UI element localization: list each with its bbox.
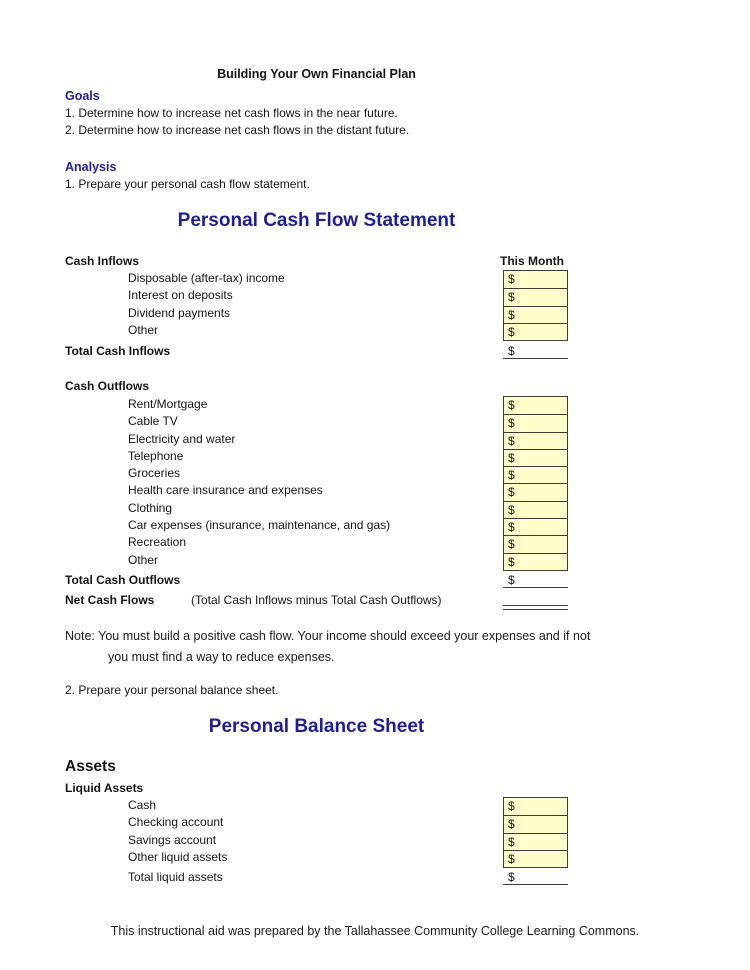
amount-input[interactable]: $: [504, 432, 567, 449]
document-title: Building Your Own Financial Plan: [217, 67, 416, 81]
total-cash-outflows-field[interactable]: $: [503, 572, 568, 588]
outflow-label: Groceries: [128, 466, 181, 481]
assets-heading: Assets: [65, 758, 116, 775]
analysis-step-1: 1. Prepare your personal cash flow statement.: [65, 177, 310, 191]
total-cash-inflows-label: Total Cash Inflows: [65, 344, 171, 358]
amount-input[interactable]: $: [504, 449, 567, 466]
cash-outflows-labels: [0, 396, 750, 569]
amount-input[interactable]: $: [504, 850, 567, 867]
cash-flow-statement-title: Personal Cash Flow Statement: [177, 210, 456, 231]
net-cash-flows-formula-note: (Total Cash Inflows minus Total Cash Outflows): [191, 593, 442, 607]
amount-input[interactable]: $: [504, 288, 567, 305]
amount-input[interactable]: $: [504, 815, 567, 832]
amount-input[interactable]: $: [504, 414, 567, 431]
cash-outflows-table: [0, 396, 750, 569]
outflow-label: Cable TV: [128, 414, 178, 429]
amount-input[interactable]: $: [508, 398, 515, 412]
outflow-label: Car expenses (insurance, maintenance, and gas): [128, 518, 391, 533]
liquid-assets-labels: [0, 797, 750, 866]
amount-input[interactable]: $: [504, 535, 567, 552]
total-cash-inflows-field[interactable]: $: [503, 343, 568, 359]
note-line-2: you must find a way to reduce expenses.: [108, 650, 335, 664]
cash-outflows-heading: Cash Outflows: [65, 379, 150, 393]
liquid-assets-table: [0, 797, 750, 866]
inflow-label: Other: [128, 322, 159, 337]
cash-outflows-input-column: [503, 396, 568, 571]
amount-input[interactable]: $: [504, 833, 567, 850]
liquid-asset-label: Checking account: [128, 815, 224, 830]
outflow-label: Recreation: [128, 535, 187, 550]
note-line-1: Note: You must build a positive cash flow. Your income should exceed your expenses and if not: [65, 629, 591, 643]
balance-sheet-title: Personal Balance Sheet: [208, 716, 425, 737]
cash-inflows-labels: [0, 270, 750, 339]
footer-attribution: This instructional aid was prepared by the Tallahassee Community College Learning Commons.: [110, 924, 640, 938]
net-cash-flows-row: [0, 592, 750, 609]
goal-item-1: 1. Determine how to increase net cash flows in the near future.: [65, 106, 398, 120]
analysis-heading: Analysis: [65, 160, 117, 174]
total-cash-inflows-row: [0, 343, 750, 360]
total-liquid-assets-field[interactable]: $: [503, 869, 568, 885]
liquid-assets-input-column: [503, 797, 568, 868]
amount-input[interactable]: $: [504, 466, 567, 483]
net-cash-flows-field[interactable]: [503, 605, 568, 610]
inflow-label: Dividend payments: [128, 305, 231, 320]
amount-input[interactable]: $: [504, 553, 567, 570]
outflow-label: Clothing: [128, 500, 173, 515]
outflow-label: Telephone: [128, 448, 184, 463]
inflow-label: Interest on deposits: [128, 288, 233, 303]
cash-inflows-table: [0, 270, 750, 339]
total-liquid-assets-label: Total liquid assets: [128, 870, 223, 884]
cash-inflows-input-column: [503, 270, 568, 341]
amount-input[interactable]: $: [504, 518, 567, 535]
goal-item-2: 2. Determine how to increase net cash flows in the distant future.: [65, 123, 410, 137]
total-cash-outflows-row: [0, 572, 750, 589]
liquid-asset-label: Savings account: [128, 832, 217, 847]
goals-heading: Goals: [65, 89, 100, 103]
amount-input[interactable]: $: [504, 306, 567, 323]
total-cash-outflows-label: Total Cash Outflows: [65, 573, 181, 587]
total-liquid-assets-row: [0, 869, 750, 886]
liquid-assets-heading: Liquid Assets: [65, 781, 144, 795]
amount-input[interactable]: $: [508, 272, 515, 286]
liquid-asset-label: Other liquid assets: [128, 849, 228, 864]
this-month-column-header: This Month: [500, 254, 564, 268]
amount-input[interactable]: $: [504, 501, 567, 518]
outflow-label: Rent/Mortgage: [128, 397, 208, 411]
analysis-step-2: 2. Prepare your personal balance sheet.: [65, 683, 279, 697]
inflow-label: Disposable (after-tax) income: [128, 271, 285, 285]
outflow-label: Health care insurance and expenses: [128, 483, 323, 498]
net-cash-flows-label: Net Cash Flows: [65, 593, 155, 607]
amount-input[interactable]: $: [504, 483, 567, 500]
amount-input[interactable]: $: [508, 799, 515, 813]
liquid-asset-label: Cash: [128, 798, 157, 812]
amount-input[interactable]: $: [504, 323, 567, 340]
outflow-label: Electricity and water: [128, 431, 236, 446]
outflow-label: Other: [128, 552, 159, 567]
cash-inflows-heading: Cash Inflows: [65, 254, 140, 268]
